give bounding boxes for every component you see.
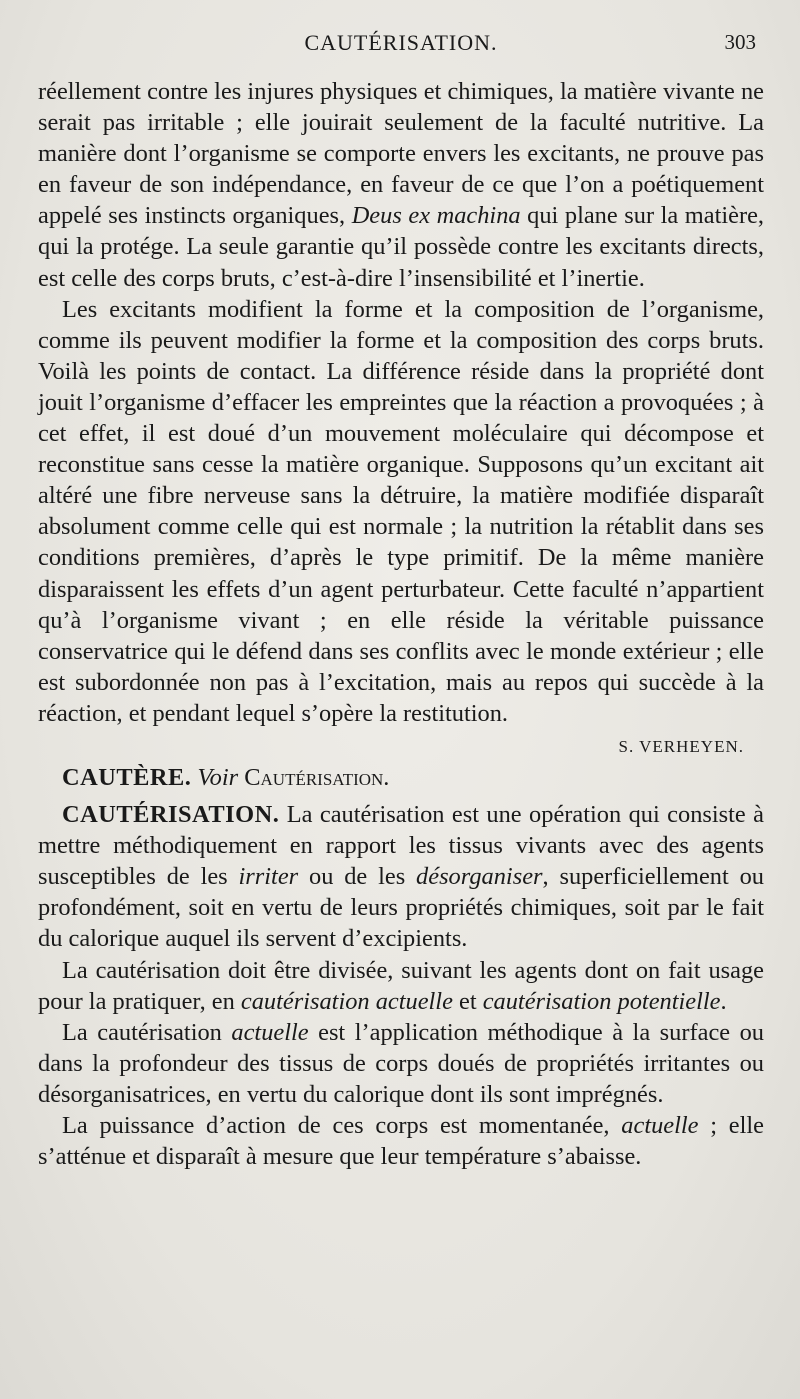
running-title: CAUTÉRISATION. bbox=[304, 30, 498, 55]
paragraph-text: qui plane sur la matière, qui la protége. La seule garantie qu’il possède contre les excitants directs, est celle des corps bruts, c’est-à-dire l’insensibilité et l’inertie. bbox=[38, 202, 765, 292]
author-signature: S. VERHEYEN. bbox=[618, 736, 744, 756]
paragraph-puissance bbox=[38, 1110, 764, 1172]
paragraph-text: et bbox=[452, 987, 483, 1015]
italic-word: actuelle bbox=[621, 1112, 699, 1139]
cross-reference: Cautérisation. bbox=[244, 763, 390, 791]
italic-word: actuelle bbox=[231, 1018, 309, 1046]
italic-phrase: Deus ex machina bbox=[351, 202, 521, 230]
body-text bbox=[38, 76, 764, 1172]
paragraph-text: est l’application méthodique à la surface ou dans la profondeur des tissus de corps doués de propriétés irritantes ou désorganisatrices, en vertu du calorique dont ils sont imprégnés. bbox=[38, 1018, 765, 1108]
page-number: 303 bbox=[724, 30, 756, 54]
italic-phrase: cautérisation potentielle bbox=[482, 987, 721, 1015]
paragraph-excitants-modifient: Les excitants modifient la forme et la composition de l’organisme, comme ils peuvent modifier la forme et la composition des corps bruts. Voilà les points de contact. La différence réside dans la propriété dont jouit l’organisme d’effacer les empreintes que la réaction a provoquées ; à cet effet, il est doué d’un mouvement moléculaire qui décompose et reconstitue sans cesse la matière organique. Supposons qu’un excitant ait altéré une fibre nerveuse sans la détruire, la matière modifiée disparaît absolument comme celle qui est normale ; la nutrition la rétablit dans ses conditions premières, d’après le type primitif. De la même manière disparaissent les effets d’un agent perturbateur. Cette faculté n’appartient qu’à l’organisme vivant ; en elle réside la véritable puissance conservatrice qui le défend dans ses conflits avec le monde extérieur ; elle est subordonnée non pas à l’excitation, mais au repos qui succède à la réaction, et pendant lequel s’opère la restitution. bbox=[38, 295, 764, 727]
paragraph-text: La cautérisation bbox=[62, 1018, 232, 1046]
paragraph-text: La puissance d’action de ces corps est momentanée, bbox=[62, 1112, 622, 1139]
entry-head-cautere: CAUTÈRE. bbox=[62, 763, 192, 791]
paragraph-actuelle bbox=[38, 1017, 764, 1110]
italic-word: désorganiser bbox=[416, 863, 543, 891]
paragraph-division bbox=[38, 955, 764, 1017]
italic-phrase: cautérisation actuelle bbox=[240, 987, 453, 1015]
italic-word: irriter bbox=[238, 863, 299, 891]
entry-cautere bbox=[38, 762, 764, 793]
paragraph-text: . bbox=[720, 987, 727, 1015]
paragraph-text: La cautérisation est une opération qui consiste à mettre méthodiquement en rapport les tissus vivants avec des agents susceptibles de les bbox=[38, 801, 764, 891]
paragraph-text: ; elle s’atténue et disparaît à mesure que leur température s’abaisse. bbox=[38, 1112, 764, 1171]
paragraph-text: , superficiellement ou profondément, soit en vertu de leurs propriétés chimiques, soit par le fait du calorique auquel ils servent d’excipients. bbox=[38, 863, 764, 953]
see-also-word: Voir bbox=[197, 763, 239, 791]
paragraph-excitants-continuation bbox=[38, 76, 764, 294]
entry-cauterisation bbox=[38, 799, 764, 954]
paragraph-text: ou de les bbox=[298, 863, 417, 891]
running-head bbox=[38, 30, 764, 64]
entry-head-cauterisation: CAUTÉRISATION. bbox=[62, 801, 280, 829]
paragraph-text: réellement contre les injures physiques et chimiques, la matière vivante ne serait pas irritable ; elle jouirait seulement de la faculté nutritive. La manière dont l’organisme se comporte envers les excitants, ne prouve pas en faveur de son indépendance, en faveur de ce que l’on a poétiquement appelé ses instincts organiques, bbox=[38, 78, 764, 230]
paragraph-text: La cautérisation doit être divisée, suivant les agents dont on fait usage pour la pratiquer, en bbox=[38, 956, 764, 1015]
